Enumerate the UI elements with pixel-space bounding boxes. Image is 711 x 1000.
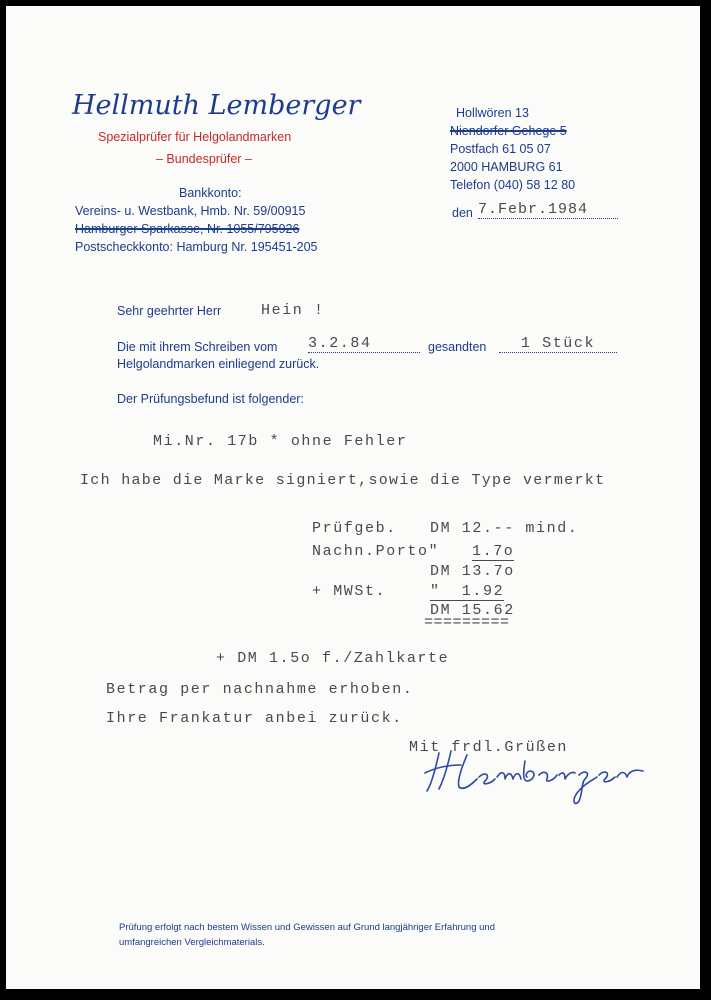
stamp-item: Mi.Nr. 17b * ohne Fehler xyxy=(153,433,408,450)
letter-sheet xyxy=(6,6,700,989)
collected-line: Betrag per nachnahme erhoben. xyxy=(106,681,414,698)
zahlkarte-line: + DM 1.5o f./Zahlkarte xyxy=(216,650,450,667)
fee-subtotal: DM 13.7o xyxy=(430,563,515,580)
bank-line-westbank: Vereins- u. Westbank, Hmb. Nr. 59/00915 xyxy=(75,204,306,218)
salutation-name: Hein ! xyxy=(261,302,325,319)
fee-mwst-value: " 1.92 xyxy=(430,583,505,600)
return-text-3: Helgolandmarken einliegend zurück. xyxy=(117,357,320,371)
bank-heading: Bankkonto: xyxy=(179,186,242,200)
return-text-2: gesandten xyxy=(428,340,487,354)
closing-line: Mit frdl.Grüßen xyxy=(409,739,569,756)
letterhead-title: Spezialprüfer für Helgolandmarken xyxy=(98,130,292,144)
address-city: 2000 HAMBURG 61 xyxy=(450,160,563,174)
address-phone: Telefon (040) 58 12 80 xyxy=(450,178,576,192)
finding-label: Der Prüfungsbefund ist folgender: xyxy=(117,392,304,406)
fee-porto-value: 1.7o xyxy=(472,543,515,560)
fee-total-rule: ========= xyxy=(424,614,510,631)
fee-pruefgeb-label: Prüfgeb. xyxy=(312,520,397,537)
signature-note: Ich habe die Marke signiert,sowie die Type vermerkt xyxy=(80,472,606,489)
return-text-1: Die mit ihrem Schreiben vom xyxy=(117,340,278,354)
letterhead-name: Hellmuth Lemberger xyxy=(72,90,361,121)
franking-line: Ihre Frankatur anbei zurück. xyxy=(106,710,403,727)
footer-line-1: Prüfung erfolgt nach bestem Wissen und Gewissen auf Grund langjähriger Erfahrung und xyxy=(119,922,495,933)
address-postbox: Postfach 61 05 07 xyxy=(450,142,551,156)
bank-line-postscheck: Postscheckkonto: Hamburg Nr. 195451-205 xyxy=(75,240,318,254)
letterhead-subtitle: – Bundesprüfer – xyxy=(156,152,252,166)
fee-porto-label: Nachn.Porto" xyxy=(312,543,440,560)
fee-pruefgeb-value: DM 12.-- mind. xyxy=(430,520,579,537)
fee-mwst-label: + MWSt. xyxy=(312,583,387,600)
date-label: den xyxy=(452,206,473,220)
address-old-street-struck: Niendorfer Gehege 5 xyxy=(450,124,567,138)
salutation-label: Sehr geehrter Herr xyxy=(117,304,222,318)
return-date: 3.2.84 xyxy=(308,335,420,353)
fee-total: DM 15.62 xyxy=(430,602,515,619)
handwritten-signature xyxy=(421,741,651,811)
footer-line-2: umfangreichen Vergleichmaterials. xyxy=(119,937,265,948)
address-street: Hollwören 13 xyxy=(456,106,529,120)
bank-line-sparkasse-struck: Hamburger Sparkasse, Nr. 1055/795926 xyxy=(75,222,300,236)
date-value: 7.Febr.1984 xyxy=(478,201,618,219)
return-count: 1 Stück xyxy=(499,335,617,353)
